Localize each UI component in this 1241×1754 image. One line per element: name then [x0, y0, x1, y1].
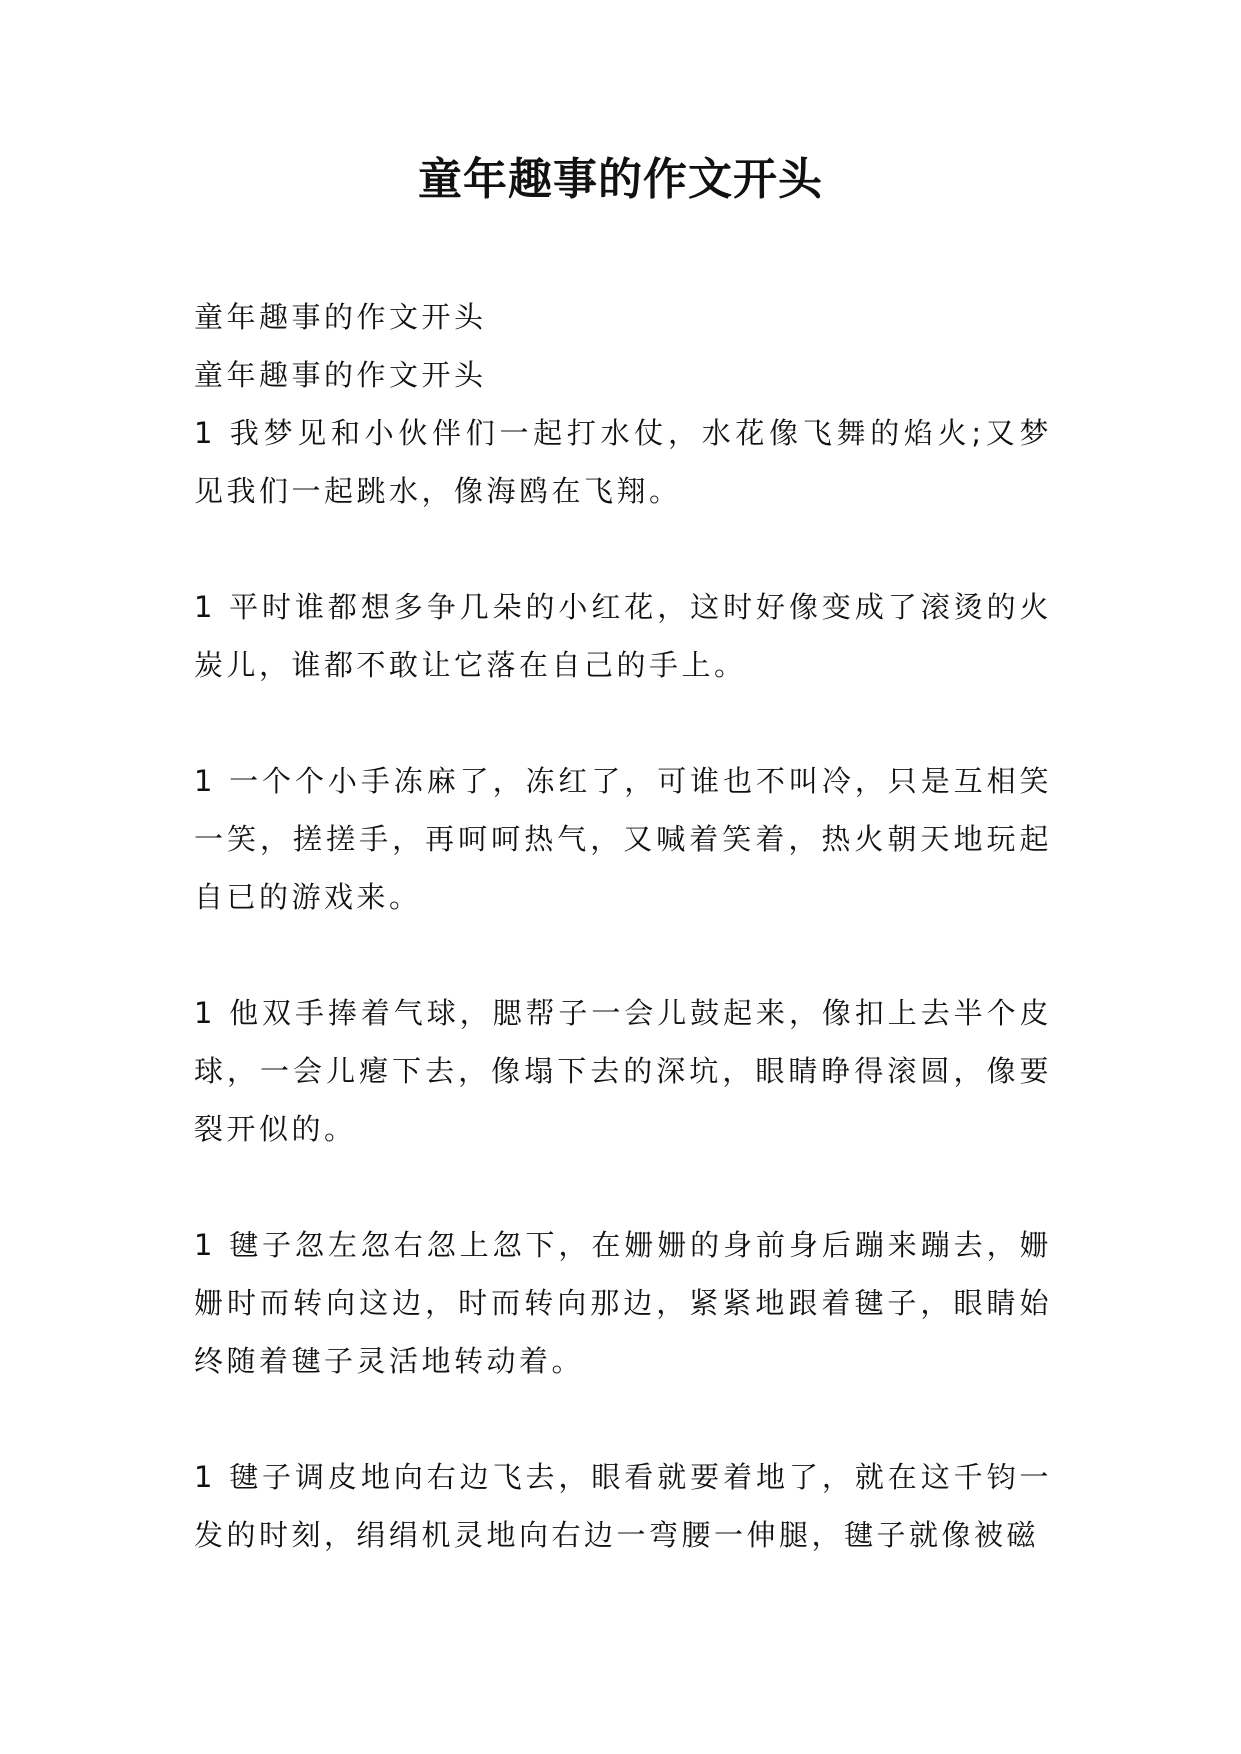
document-body [194, 288, 1052, 1564]
document-subtitle: 童年趣事的作文开头 [194, 300, 487, 334]
paragraph: 1 他双手捧着气球，腮帮子一会儿鼓起来，像扣上去半个皮球，一会儿瘪下去，像塌下去的深坑，眼睛睁得滚圆，像要裂开似的。 [194, 996, 1052, 1146]
paragraph: 1 我梦见和小伙伴们一起打水仗，水花像飞舞的焰火;又梦见我们一起跳水，像海鸥在飞翔。 [194, 416, 1052, 508]
paragraph: 1 平时谁都想多争几朵的小红花，这时好像变成了滚烫的火炭儿，谁都不敢让它落在自己的手上。 [194, 590, 1052, 682]
document-subtitle: 童年趣事的作文开头 [194, 358, 487, 392]
paragraph: 1 毽子调皮地向右边飞去，眼看就要着地了，就在这千钧一发的时刻，绢绢机灵地向右边一弯腰一伸腿，毽子就像被磁 [194, 1460, 1052, 1552]
document-title: 童年趣事的作文开头 [418, 154, 823, 205]
paragraph: 1 一个个小手冻麻了，冻红了，可谁也不叫冷，只是互相笑一笑，搓搓手，再呵呵热气，又喊着笑着，热火朝天地玩起自已的游戏来。 [194, 764, 1052, 914]
paragraph: 1 毽子忽左忽右忽上忽下，在姗姗的身前身后蹦来蹦去，姗姗时而转向这边，时而转向那边，紧紧地跟着毽子，眼睛始终随着毽子灵活地转动着。 [194, 1228, 1052, 1378]
